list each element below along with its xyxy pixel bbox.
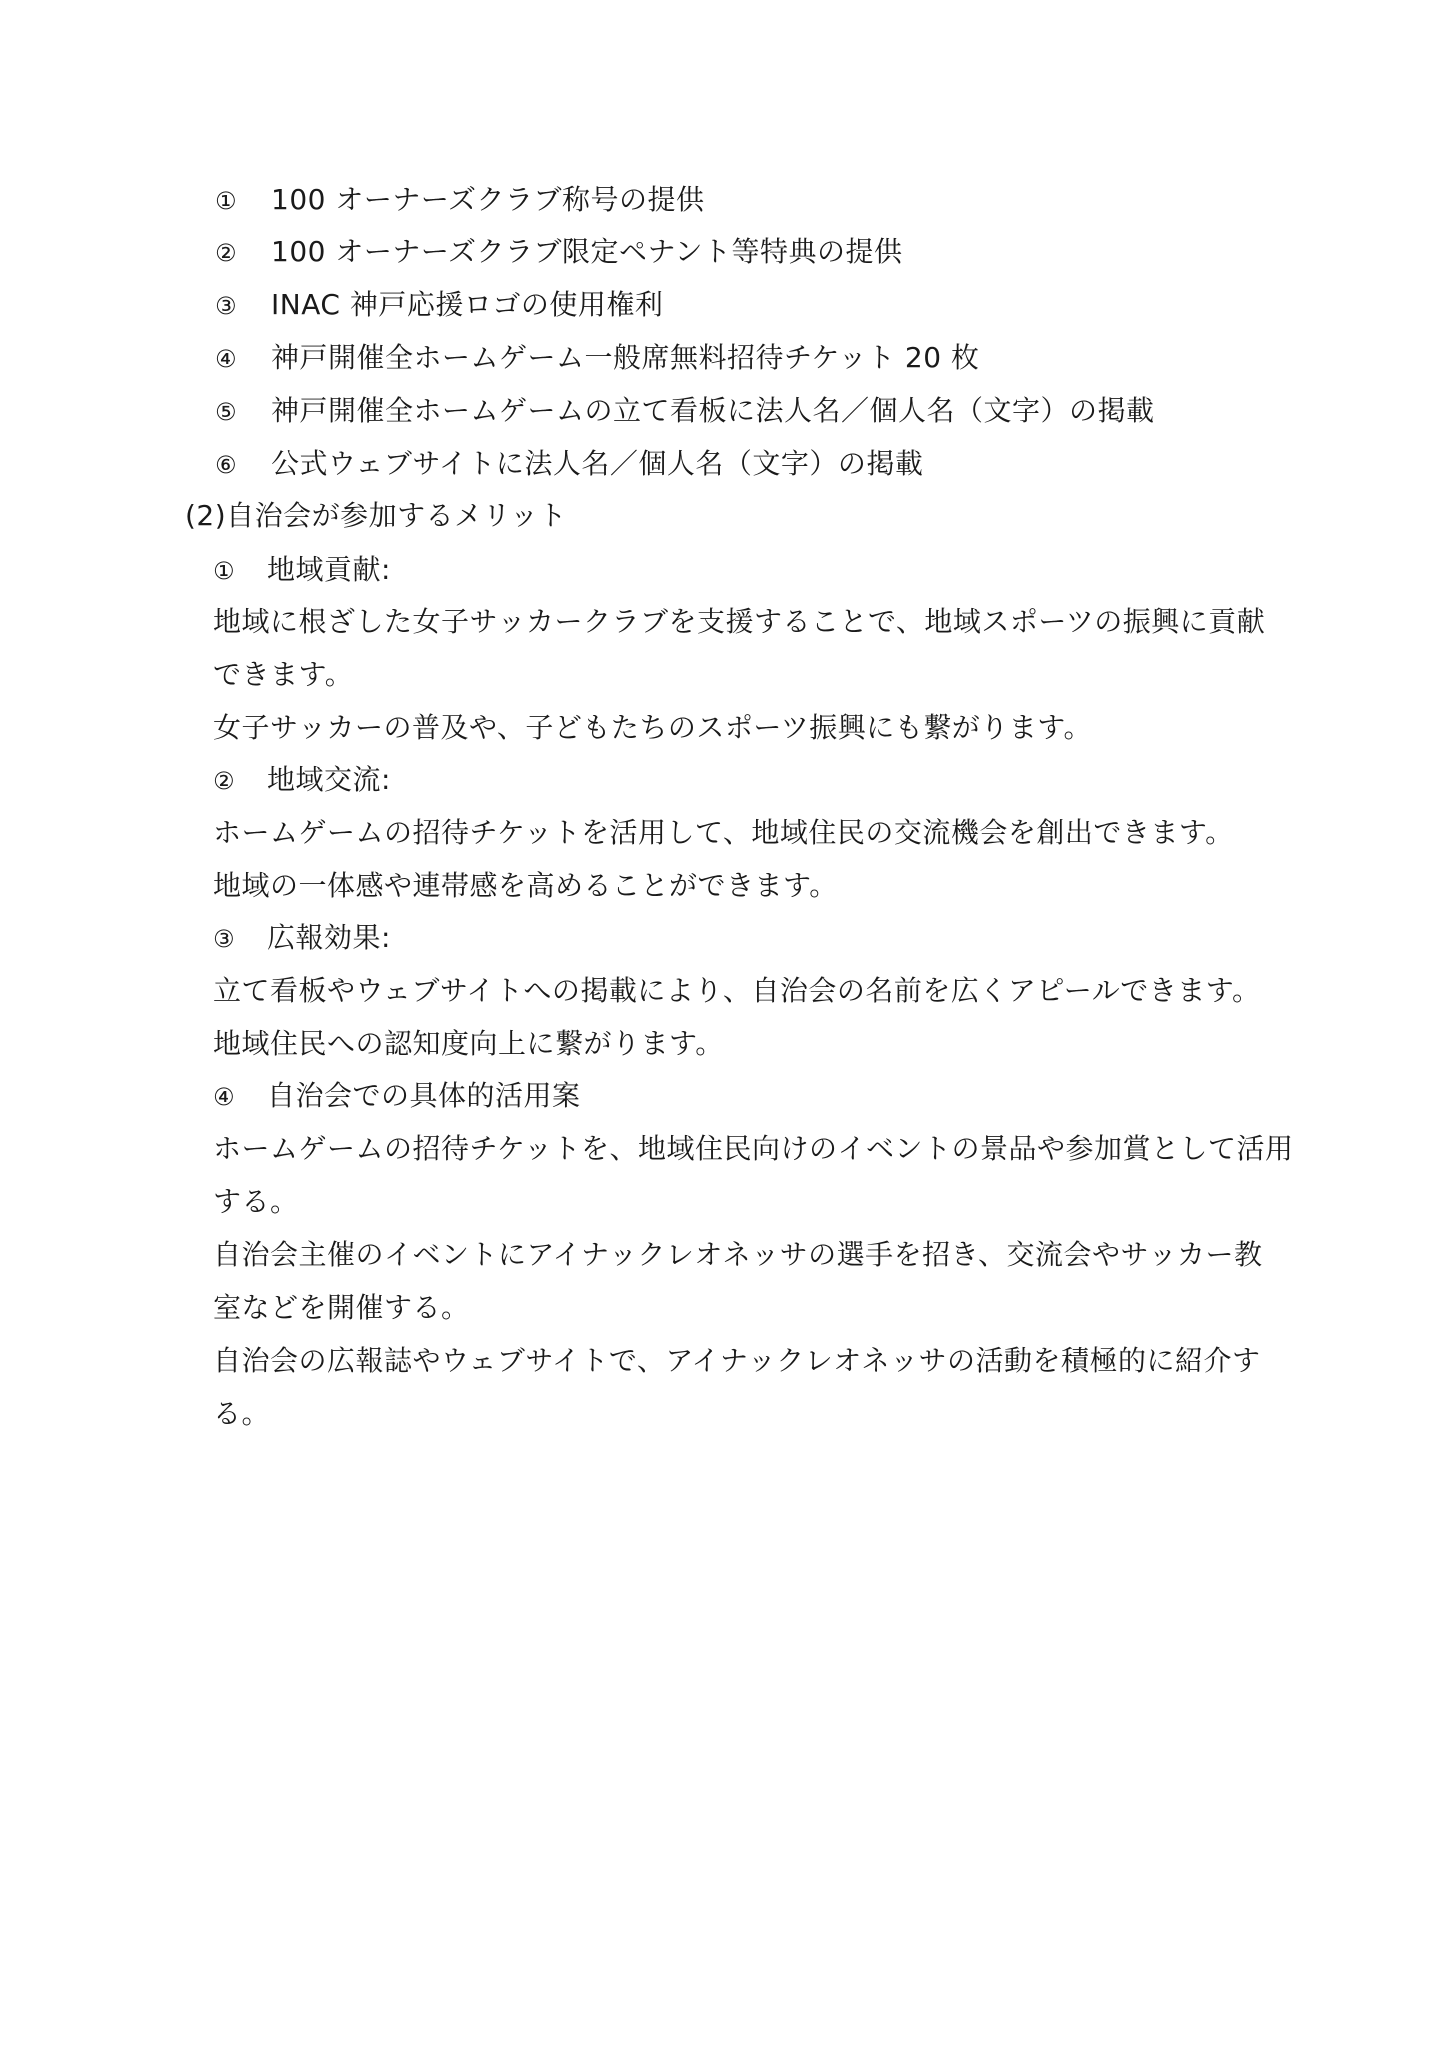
item-number: ⑥ [215, 451, 238, 479]
item-number: ④ [215, 345, 238, 373]
paragraph-line: 自治会主催のイベントにアイナックレオネッサの選手を招き、交流会やサッカー教 [213, 1238, 1263, 1271]
merit-title [213, 760, 391, 801]
item-number: ① [213, 557, 236, 585]
paragraph-line: ホームゲームの招待チケットを、地域住民向けのイベントの景品や参加賞として活用 [213, 1132, 1294, 1165]
paragraph-line: 女子サッカーの普及や、子どもたちのスポーツ振興にも繋がります。 [213, 711, 1093, 744]
merit-title-text: 地域貢献: [267, 553, 391, 586]
item-number: ⑤ [215, 398, 238, 426]
merit-title-text: 広報効果: [267, 921, 391, 954]
item-number: ① [215, 187, 238, 215]
benefit-text: INAC 神戸応援ロゴの使用権利 [271, 288, 664, 321]
paragraph-line: 地域の一体感や連帯感を高めることができます。 [213, 869, 838, 902]
section-heading: (2)自治会が参加するメリット [185, 499, 568, 532]
paragraph-line: 地域に根ざした女子サッカークラブを支援することで、地域スポーツの振興に貢献 [213, 605, 1266, 638]
benefit-item [215, 285, 663, 326]
paragraph-line: 室などを開催する。 [213, 1291, 470, 1324]
paragraph-line: 立て看板やウェブサイトへの掲載により、自治会の名前を広くアピールできます。 [213, 974, 1261, 1007]
benefit-text: 神戸開催全ホームゲーム一般席無料招待チケット 20 枚 [271, 341, 980, 374]
benefit-item [215, 338, 979, 379]
merit-title [213, 918, 391, 959]
benefit-item [215, 444, 923, 485]
benefit-text: 100 オーナーズクラブ称号の提供 [271, 183, 705, 216]
item-number: ③ [213, 925, 236, 953]
benefit-item [215, 180, 704, 221]
item-number: ② [215, 239, 238, 267]
paragraph-line: ホームゲームの招待チケットを活用して、地域住民の交流機会を創出できます。 [213, 816, 1234, 849]
item-number: ② [213, 767, 236, 795]
benefit-text: 100 オーナーズクラブ限定ペナント等特典の提供 [271, 235, 903, 268]
benefit-item [215, 232, 903, 273]
paragraph-line: る。 [213, 1397, 271, 1430]
benefit-item [215, 391, 1155, 432]
paragraph-line: 自治会の広報誌やウェブサイトで、アイナックレオネッサの活動を積極的に紹介す [213, 1344, 1261, 1377]
merit-title-text: 地域交流: [267, 763, 391, 796]
merit-title-text: 自治会での具体的活用案 [267, 1079, 581, 1112]
merit-title [213, 1076, 581, 1117]
paragraph-line: 地域住民への認知度向上に繋がります。 [213, 1027, 724, 1060]
paragraph-line: する。 [213, 1185, 299, 1218]
merit-title [213, 550, 391, 591]
benefit-text: 神戸開催全ホームゲームの立て看板に法人名／個人名（文字）の掲載 [271, 394, 1155, 427]
item-number: ④ [213, 1083, 236, 1111]
item-number: ③ [215, 292, 238, 320]
benefit-text: 公式ウェブサイトに法人名／個人名（文字）の掲載 [271, 447, 924, 480]
paragraph-line: できます。 [213, 658, 354, 691]
